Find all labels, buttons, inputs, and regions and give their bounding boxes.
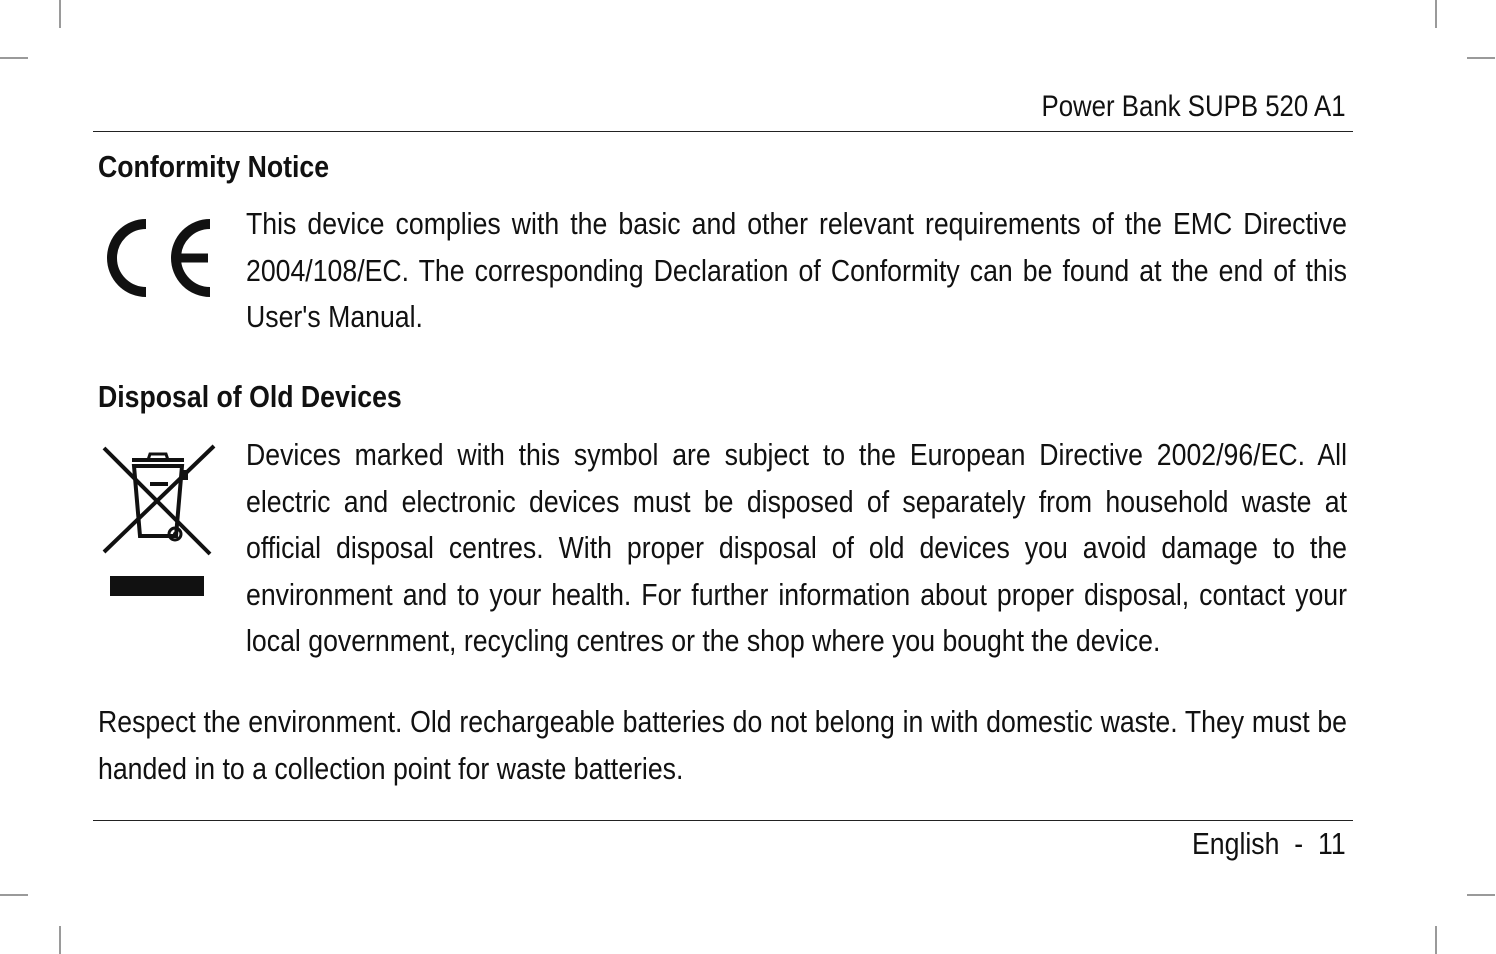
crop-mark	[1467, 57, 1495, 59]
crossed-out-wheelie-bin-icon	[98, 442, 218, 602]
crop-mark	[0, 894, 28, 896]
crop-mark	[59, 926, 61, 954]
disposal-heading: Disposal of Old Devices	[98, 379, 402, 414]
crop-mark	[1435, 926, 1437, 954]
disposal-text: Devices marked with this symbol are subject to the European Directive 2002/96/EC. All electric and electronic devices must be disposed of separately from household waste at official disposal centres. With proper disposal of old devices you avoid damage to the environment and to your health. For further information about proper disposal, contact your local government, recycling centres or the shop where you bought the device.	[246, 437, 1348, 658]
page-header-title: Power Bank SUPB 520 A1	[1041, 90, 1346, 123]
footer-separator: -	[1294, 826, 1304, 861]
page-number: 11	[1318, 826, 1346, 861]
crop-mark	[1467, 894, 1495, 896]
environment-text: Respect the environment. Old rechargeable batteries do not belong in with domestic waste. They must be handed in to a collection point for waste batteries.	[98, 704, 1348, 786]
crop-mark	[59, 0, 61, 28]
crop-mark	[1435, 0, 1437, 28]
crop-mark	[0, 57, 28, 59]
ce-mark-icon	[100, 216, 216, 300]
page-footer	[1192, 826, 1346, 862]
footer-rule	[93, 820, 1353, 821]
header-rule	[93, 131, 1353, 132]
footer-language: English	[1192, 826, 1280, 861]
conformity-heading: Conformity Notice	[98, 149, 330, 184]
conformity-text: This device complies with the basic and other relevant requirements of the EMC Directive 2004/108/EC. The corresponding Declaration of Conformity can be found at the end of this User's Manual.	[246, 206, 1348, 334]
